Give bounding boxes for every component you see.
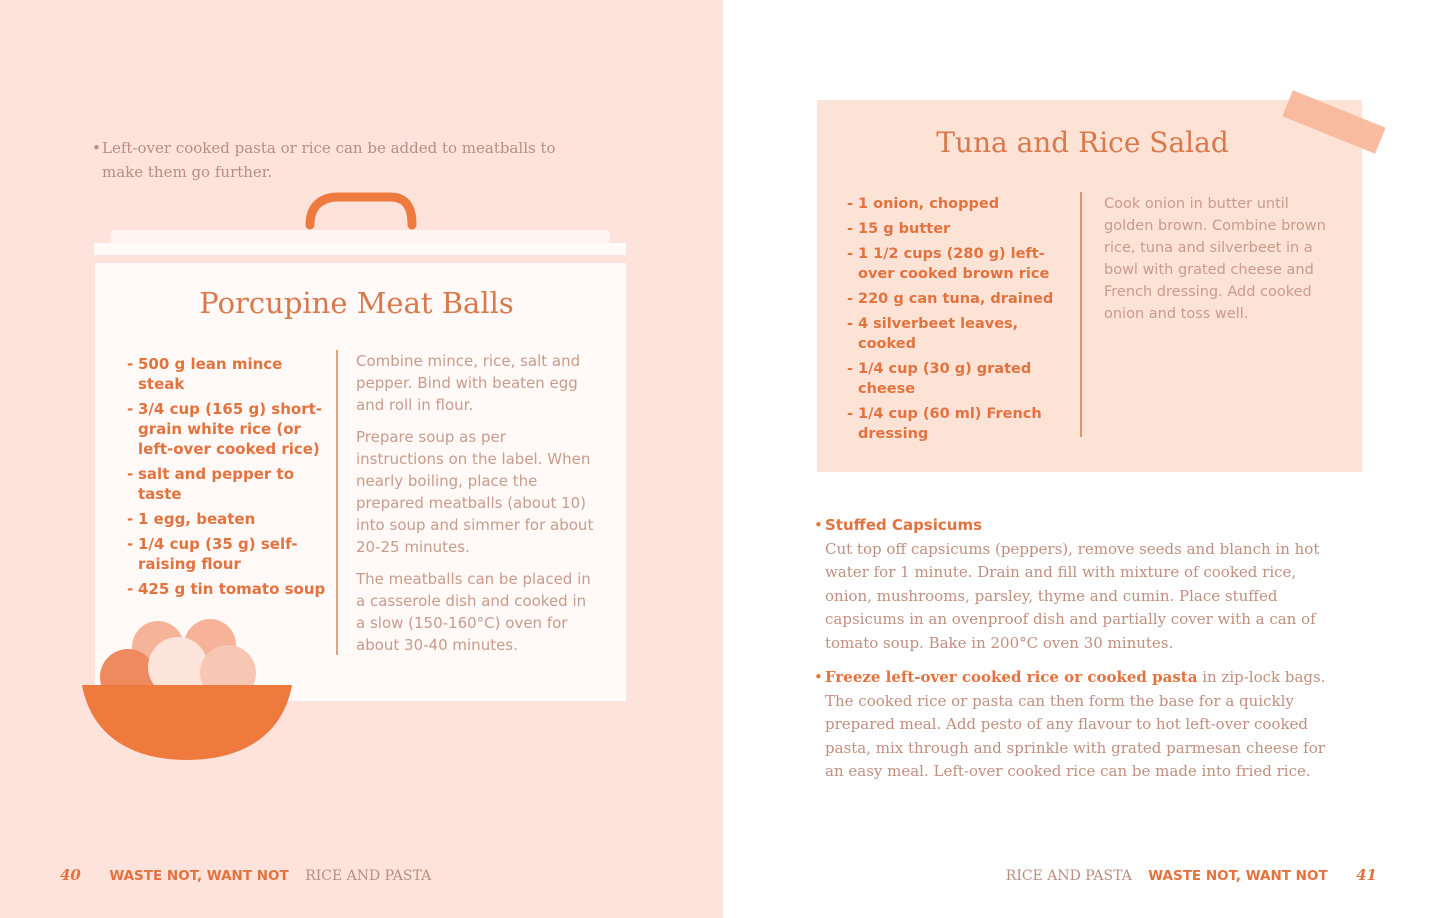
bullet-icon: • [814,668,823,686]
tips-section [814,514,1344,795]
ingredient-item: - 15 g butter [847,221,951,237]
section-title: RICE AND PASTA [305,868,432,884]
bullet-icon: • [92,139,101,157]
tip-text: in zip-lock bags. The cooked rice or pasta can then form the base for a quickly prepared meal. Add pesto of any flavour to hot left-over cooked pasta, mix through and sprinkle with grated parmesan cheese for an easy meal. Left-over cooked rice can be made into fried rice. [825,668,1326,780]
ingredient-item: - 1 1/2 cups (280 g) left-over cooked brown rice [847,246,1050,282]
ingredient-item: - salt and pepper to taste [127,465,294,503]
recipe-title: Porcupine Meat Balls [199,286,514,320]
ingredient-item: - 4 silverbeet leaves, cooked [847,316,1019,352]
pot-lid-illustration [80,185,640,265]
column-divider [1080,192,1082,437]
ingredient-item: - 1/4 cup (35 g) self-raising flour [127,535,298,573]
page-number: 40 [60,866,81,884]
ingredient-item: - 425 g tin tomato soup [127,580,326,598]
ingredient-item: - 220 g can tuna, drained [847,291,1054,307]
ingredient-item: - 1 egg, beaten [127,510,256,528]
method-step: Combine mince, rice, salt and pepper. Bind with beaten egg and roll in flour. [356,352,581,414]
left-tip: • Left-over cooked pasta or rice can be added to meatballs to make them go further. [92,136,592,184]
tip-text: Cut top off capsicums (peppers), remove seeds and blanch in hot water for 1 minute. Drain and fill with mixture of cooked rice, onion, mushrooms, parsley, thyme and cumin. Place stuffed capsicums in an ovenproof dish and partially cover with a can of tomato soup. Bake in 200°C oven 30 minutes. [825,539,1320,652]
ingredient-item: - 500 g lean mince steak [127,355,283,393]
method-step: Prepare soup as per instructions on the label. When nearly boiling, place the prepared meatballs (about 10) into soup and simmer for about 20-25 minutes. [356,428,594,556]
page-number: 41 [1356,866,1377,884]
ingredient-item: - 1 onion, chopped [847,196,1000,212]
method-steps [1104,193,1334,335]
section-title: RICE AND PASTA [1005,868,1132,884]
column-divider [336,350,338,655]
ingredient-item: - 3/4 cup (165 g) short-grain white rice (or left-over cooked rice) [127,400,323,458]
tip-heading: Freeze left-over cooked rice or cooked pasta [825,668,1198,686]
right-footer [1006,865,1377,886]
bullet-icon: • [814,516,823,534]
ingredient-list [847,194,1072,449]
tip-item [814,666,1344,784]
book-title: WASTE NOT, WANT NOT [109,868,289,884]
tip-heading: Stuffed Capsicums [825,516,983,534]
tip-item [814,514,1344,655]
bowl-of-meatballs-illustration [78,615,298,765]
method-step: Cook onion in butter until golden brown. Combine brown rice, tuna and silverbeet in a bowl with grated cheese and French dressing. Add cooked onion and toss well. [1104,196,1326,322]
method-steps [356,350,596,666]
ingredient-list [127,354,327,604]
left-footer [60,865,431,886]
method-step: The meatballs can be placed in a casserole dish and cooked in a slow (150-160°C) oven for about 30-40 minutes. [356,570,591,654]
ingredient-item: - 1/4 cup (60 ml) French dressing [847,406,1042,442]
recipe-title: Tuna and Rice Salad [936,126,1229,159]
book-title: WASTE NOT, WANT NOT [1148,868,1328,884]
ingredient-item: - 1/4 cup (30 g) grated cheese [847,361,1032,397]
